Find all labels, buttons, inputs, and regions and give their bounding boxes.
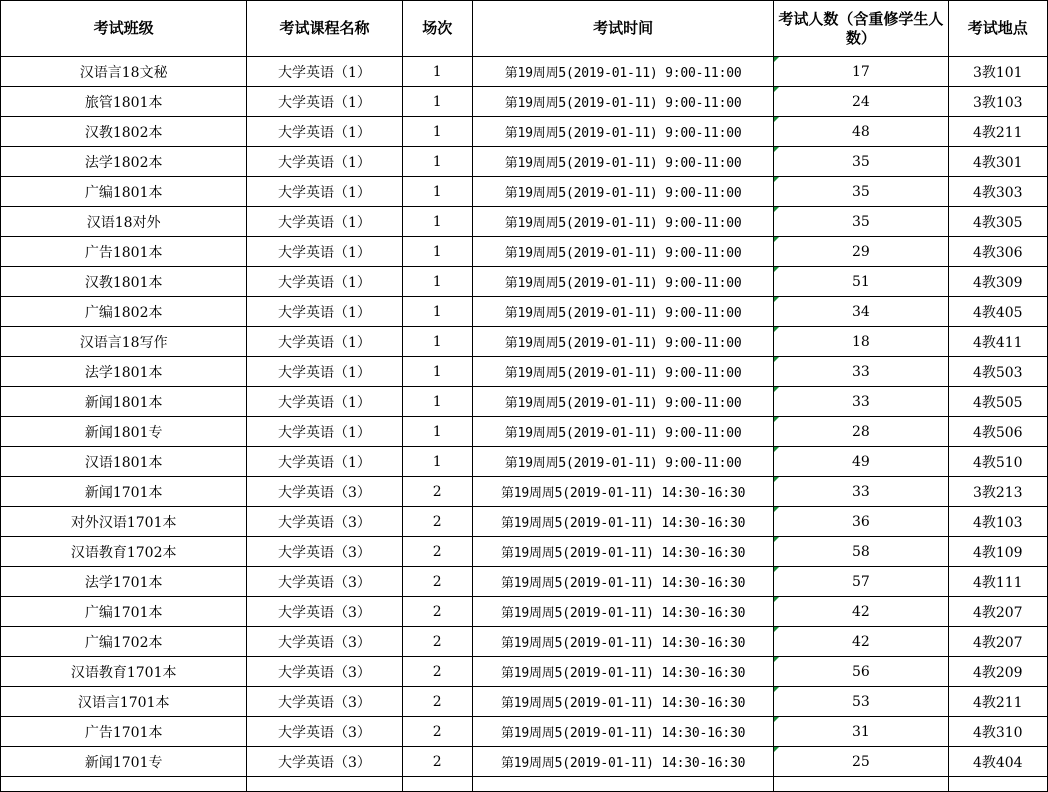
table-row — [1, 87, 1048, 117]
cell-course[interactable]: 大学英语（1） — [247, 87, 402, 117]
cell-time[interactable]: 第19周周5(2019-01-11) 14:30-16:30 — [472, 747, 773, 777]
table-row — [1, 177, 1048, 207]
cell-time[interactable]: 第19周周5(2019-01-11) 14:30-16:30 — [472, 597, 773, 627]
empty-cell[interactable] — [402, 777, 472, 792]
cell-count[interactable] — [774, 717, 948, 747]
comment-indicator-icon — [774, 567, 779, 572]
cell-class[interactable]: 汉教1802本 — [1, 117, 247, 147]
comment-indicator-icon — [774, 747, 779, 752]
comment-indicator-icon — [774, 477, 779, 482]
table-row — [1, 387, 1048, 417]
cell-session[interactable]: 1 — [402, 117, 472, 147]
cell-count-value: 35 — [851, 213, 870, 230]
header-class[interactable]: 考试班级 — [1, 1, 247, 57]
comment-indicator-icon — [774, 207, 779, 212]
cell-count-value: 24 — [851, 93, 870, 110]
table-row — [1, 117, 1048, 147]
table-row — [1, 417, 1048, 447]
cell-class[interactable]: 汉语教育1701本 — [1, 657, 247, 687]
cell-count-value: 33 — [851, 483, 870, 500]
comment-indicator-icon — [774, 597, 779, 602]
cell-count[interactable] — [774, 267, 948, 297]
cell-session[interactable]: 1 — [402, 147, 472, 177]
cell-count[interactable] — [774, 447, 948, 477]
cell-session[interactable]: 1 — [402, 357, 472, 387]
cell-count[interactable] — [774, 207, 948, 237]
comment-indicator-icon — [774, 717, 779, 722]
cell-session[interactable]: 1 — [402, 327, 472, 357]
comment-indicator-icon — [774, 687, 779, 692]
cell-count-value: 35 — [851, 153, 870, 170]
empty-cell[interactable] — [472, 777, 773, 792]
cell-session[interactable]: 1 — [402, 417, 472, 447]
cell-location[interactable]: 4教211 — [948, 687, 1047, 717]
cell-course[interactable]: 大学英语（1） — [247, 297, 402, 327]
cell-location[interactable]: 4教503 — [948, 357, 1047, 387]
comment-indicator-icon — [774, 507, 779, 512]
header-row — [1, 1, 1048, 57]
cell-time[interactable]: 第19周周5(2019-01-11) 14:30-16:30 — [472, 687, 773, 717]
header-course[interactable]: 考试课程名称 — [247, 1, 402, 57]
cell-count[interactable] — [774, 297, 948, 327]
cell-location[interactable]: 4教207 — [948, 627, 1047, 657]
cell-course[interactable]: 大学英语（1） — [247, 177, 402, 207]
cell-session[interactable]: 2 — [402, 717, 472, 747]
comment-indicator-icon — [774, 627, 779, 632]
cell-count-value: 29 — [851, 243, 870, 260]
cell-session[interactable]: 2 — [402, 627, 472, 657]
cell-class[interactable]: 汉语1801本 — [1, 447, 247, 477]
cell-class[interactable]: 广编1802本 — [1, 297, 247, 327]
cell-class[interactable]: 广告1801本 — [1, 237, 247, 267]
comment-indicator-icon — [774, 447, 779, 452]
cell-class[interactable]: 广编1801本 — [1, 177, 247, 207]
cell-count[interactable] — [774, 147, 948, 177]
cell-class[interactable]: 新闻1701本 — [1, 477, 247, 507]
cell-course[interactable]: 大学英语（1） — [247, 57, 402, 87]
cell-count[interactable] — [774, 507, 948, 537]
header-session[interactable]: 场次 — [402, 1, 472, 57]
cell-count[interactable] — [774, 597, 948, 627]
cell-count[interactable] — [774, 657, 948, 687]
cell-class[interactable]: 广编1701本 — [1, 597, 247, 627]
cell-location[interactable]: 4教111 — [948, 567, 1047, 597]
cell-count-value: 56 — [851, 663, 870, 680]
cell-course[interactable]: 大学英语（1） — [247, 117, 402, 147]
cell-count[interactable] — [774, 537, 948, 567]
cell-count[interactable] — [774, 387, 948, 417]
table-row — [1, 57, 1048, 87]
cell-time[interactable]: 第19周周5(2019-01-11) 9:00-11:00 — [472, 207, 773, 237]
cell-class[interactable]: 汉语教育1702本 — [1, 537, 247, 567]
cell-location[interactable]: 3教103 — [948, 87, 1047, 117]
cell-time[interactable]: 第19周周5(2019-01-11) 9:00-11:00 — [472, 237, 773, 267]
cell-time[interactable]: 第19周周5(2019-01-11) 14:30-16:30 — [472, 537, 773, 567]
cell-time[interactable]: 第19周周5(2019-01-11) 14:30-16:30 — [472, 567, 773, 597]
comment-indicator-icon — [774, 177, 779, 182]
cell-course[interactable]: 大学英语（3） — [247, 627, 402, 657]
table-row — [1, 477, 1048, 507]
cell-location[interactable]: 4教310 — [948, 717, 1047, 747]
cell-session[interactable]: 1 — [402, 87, 472, 117]
cell-class[interactable]: 广编1702本 — [1, 627, 247, 657]
cell-course[interactable]: 大学英语（1） — [247, 417, 402, 447]
cell-count-value: 36 — [851, 513, 870, 530]
cell-course[interactable]: 大学英语（1） — [247, 237, 402, 267]
cell-course[interactable]: 大学英语（3） — [247, 747, 402, 777]
table-row — [1, 237, 1048, 267]
cell-session[interactable]: 1 — [402, 207, 472, 237]
cell-class[interactable]: 对外汉语1701本 — [1, 507, 247, 537]
cell-course[interactable]: 大学英语（1） — [247, 207, 402, 237]
cell-count[interactable] — [774, 357, 948, 387]
cell-count[interactable] — [774, 237, 948, 267]
header-time[interactable]: 考试时间 — [472, 1, 773, 57]
cell-count[interactable] — [774, 57, 948, 87]
cell-count[interactable] — [774, 87, 948, 117]
cell-count[interactable] — [774, 477, 948, 507]
cell-time[interactable]: 第19周周5(2019-01-11) 14:30-16:30 — [472, 657, 773, 687]
cell-count-value: 53 — [851, 693, 870, 710]
cell-session[interactable]: 2 — [402, 567, 472, 597]
cell-class[interactable]: 旅管1801本 — [1, 87, 247, 117]
cell-location[interactable]: 4教305 — [948, 207, 1047, 237]
cell-count[interactable] — [774, 117, 948, 147]
comment-indicator-icon — [774, 117, 779, 122]
cell-time[interactable]: 第19周周5(2019-01-11) 9:00-11:00 — [472, 417, 773, 447]
table-row — [1, 297, 1048, 327]
cell-time[interactable]: 第19周周5(2019-01-11) 9:00-11:00 — [472, 57, 773, 87]
cell-class[interactable]: 法学1801本 — [1, 357, 247, 387]
cell-session[interactable]: 1 — [402, 237, 472, 267]
cell-time[interactable]: 第19周周5(2019-01-11) 9:00-11:00 — [472, 327, 773, 357]
cell-course[interactable]: 大学英语（3） — [247, 537, 402, 567]
comment-indicator-icon — [774, 87, 779, 92]
cell-count-value: 35 — [851, 183, 870, 200]
table-row — [1, 567, 1048, 597]
cell-count[interactable] — [774, 627, 948, 657]
cell-location[interactable]: 4教306 — [948, 237, 1047, 267]
cell-count-value: 58 — [851, 543, 870, 560]
cell-location[interactable]: 4教303 — [948, 177, 1047, 207]
cell-session[interactable]: 1 — [402, 387, 472, 417]
cell-course[interactable]: 大学英语（3） — [247, 507, 402, 537]
cell-session[interactable]: 1 — [402, 57, 472, 87]
table-row — [1, 597, 1048, 627]
cell-count-value: 33 — [851, 363, 870, 380]
cell-time[interactable]: 第19周周5(2019-01-11) 9:00-11:00 — [472, 87, 773, 117]
cell-location[interactable]: 4教405 — [948, 297, 1047, 327]
cell-time[interactable]: 第19周周5(2019-01-11) 9:00-11:00 — [472, 177, 773, 207]
cell-count-value: 57 — [851, 573, 870, 590]
cell-course[interactable]: 大学英语（1） — [247, 357, 402, 387]
cell-course[interactable]: 大学英语（3） — [247, 597, 402, 627]
empty-cell[interactable] — [948, 777, 1047, 792]
cell-course[interactable]: 大学英语（1） — [247, 387, 402, 417]
comment-indicator-icon — [774, 267, 779, 272]
cell-location[interactable]: 3教101 — [948, 57, 1047, 87]
cell-count-value: 17 — [851, 63, 870, 80]
cell-class[interactable]: 汉语言18写作 — [1, 327, 247, 357]
cell-class[interactable]: 法学1802本 — [1, 147, 247, 177]
cell-session[interactable]: 2 — [402, 507, 472, 537]
table-row — [1, 447, 1048, 477]
table-row — [1, 357, 1048, 387]
cell-time[interactable]: 第19周周5(2019-01-11) 9:00-11:00 — [472, 117, 773, 147]
comment-indicator-icon — [774, 537, 779, 542]
table-row — [1, 627, 1048, 657]
cell-count-value: 49 — [851, 453, 870, 470]
cell-course[interactable]: 大学英语（3） — [247, 477, 402, 507]
cell-count[interactable] — [774, 567, 948, 597]
empty-cell[interactable] — [247, 777, 402, 792]
table-row — [1, 657, 1048, 687]
cell-session[interactable]: 1 — [402, 447, 472, 477]
cell-count-value: 34 — [851, 303, 870, 320]
comment-indicator-icon — [774, 657, 779, 662]
cell-time[interactable]: 第19周周5(2019-01-11) 9:00-11:00 — [472, 447, 773, 477]
cell-location[interactable]: 4教109 — [948, 537, 1047, 567]
cell-location[interactable]: 4教301 — [948, 147, 1047, 177]
cell-class[interactable]: 汉语言18文秘 — [1, 57, 247, 87]
cell-count[interactable] — [774, 687, 948, 717]
cell-time[interactable]: 第19周周5(2019-01-11) 9:00-11:00 — [472, 357, 773, 387]
cell-class[interactable]: 汉语言1701本 — [1, 687, 247, 717]
cell-count-value: 31 — [851, 723, 870, 740]
cell-session[interactable]: 2 — [402, 477, 472, 507]
cell-session[interactable]: 2 — [402, 657, 472, 687]
cell-time[interactable]: 第19周周5(2019-01-11) 14:30-16:30 — [472, 627, 773, 657]
cell-count[interactable] — [774, 417, 948, 447]
cell-class[interactable]: 汉教1801本 — [1, 267, 247, 297]
cell-session[interactable]: 1 — [402, 297, 472, 327]
cell-location[interactable]: 4教211 — [948, 117, 1047, 147]
cell-count-value: 28 — [851, 423, 870, 440]
comment-indicator-icon — [774, 417, 779, 422]
cell-class[interactable]: 汉语18对外 — [1, 207, 247, 237]
cell-course[interactable]: 大学英语（1） — [247, 327, 402, 357]
cell-count-value: 33 — [851, 393, 870, 410]
cell-session[interactable]: 2 — [402, 687, 472, 717]
cell-class[interactable]: 法学1701本 — [1, 567, 247, 597]
cell-location[interactable]: 4教411 — [948, 327, 1047, 357]
header-location[interactable]: 考试地点 — [948, 1, 1047, 57]
cell-count-value: 25 — [851, 753, 870, 770]
header-count[interactable]: 考试人数（含重修学生人数） — [774, 1, 948, 57]
comment-indicator-icon — [774, 237, 779, 242]
comment-indicator-icon — [774, 297, 779, 302]
table-row — [1, 507, 1048, 537]
cell-location[interactable]: 4教103 — [948, 507, 1047, 537]
table-row — [1, 207, 1048, 237]
cell-course[interactable]: 大学英语（3） — [247, 717, 402, 747]
cell-class[interactable]: 广告1701本 — [1, 717, 247, 747]
cell-class[interactable]: 新闻1701专 — [1, 747, 247, 777]
cell-course[interactable]: 大学英语（3） — [247, 567, 402, 597]
cell-time[interactable]: 第19周周5(2019-01-11) 14:30-16:30 — [472, 507, 773, 537]
cell-session[interactable]: 1 — [402, 267, 472, 297]
cell-location[interactable]: 4教510 — [948, 447, 1047, 477]
cell-class[interactable]: 新闻1801本 — [1, 387, 247, 417]
cell-time[interactable]: 第19周周5(2019-01-11) 9:00-11:00 — [472, 267, 773, 297]
cell-count[interactable] — [774, 327, 948, 357]
cell-location[interactable]: 4教309 — [948, 267, 1047, 297]
cell-course[interactable]: 大学英语（3） — [247, 657, 402, 687]
cell-count-value: 42 — [851, 633, 870, 650]
empty-cell[interactable] — [1, 777, 247, 792]
cell-location[interactable]: 4教207 — [948, 597, 1047, 627]
cell-time[interactable]: 第19周周5(2019-01-11) 9:00-11:00 — [472, 147, 773, 177]
comment-indicator-icon — [774, 387, 779, 392]
cell-session[interactable]: 2 — [402, 747, 472, 777]
cell-count[interactable] — [774, 177, 948, 207]
cell-count[interactable] — [774, 747, 948, 777]
cell-location[interactable]: 3教213 — [948, 477, 1047, 507]
cell-time[interactable]: 第19周周5(2019-01-11) 9:00-11:00 — [472, 387, 773, 417]
comment-indicator-icon — [774, 57, 779, 62]
table-row — [1, 147, 1048, 177]
cell-course[interactable]: 大学英语（1） — [247, 147, 402, 177]
cell-count-value: 48 — [851, 123, 870, 140]
cell-session[interactable]: 1 — [402, 177, 472, 207]
cell-location[interactable]: 4教506 — [948, 417, 1047, 447]
cell-course[interactable]: 大学英语（1） — [247, 447, 402, 477]
table-row — [1, 267, 1048, 297]
cell-class[interactable]: 新闻1801专 — [1, 417, 247, 447]
table-row — [1, 747, 1048, 777]
cell-count-value: 18 — [851, 333, 870, 350]
empty-cell[interactable] — [774, 777, 948, 792]
cell-time[interactable]: 第19周周5(2019-01-11) 9:00-11:00 — [472, 297, 773, 327]
table-row — [1, 687, 1048, 717]
comment-indicator-icon — [774, 327, 779, 332]
cell-session[interactable]: 2 — [402, 597, 472, 627]
comment-indicator-icon — [774, 147, 779, 152]
cell-course[interactable]: 大学英语（1） — [247, 267, 402, 297]
cell-location[interactable]: 4教209 — [948, 657, 1047, 687]
table-row — [1, 717, 1048, 747]
cell-course[interactable]: 大学英语（3） — [247, 687, 402, 717]
cell-location[interactable]: 4教404 — [948, 747, 1047, 777]
table-row — [1, 537, 1048, 567]
cell-time[interactable]: 第19周周5(2019-01-11) 14:30-16:30 — [472, 477, 773, 507]
comment-indicator-icon — [774, 357, 779, 362]
table-row — [1, 327, 1048, 357]
cell-location[interactable]: 4教505 — [948, 387, 1047, 417]
cell-count-value: 42 — [851, 603, 870, 620]
cell-time[interactable]: 第19周周5(2019-01-11) 14:30-16:30 — [472, 717, 773, 747]
cell-count-value: 51 — [851, 273, 870, 290]
blank-row — [1, 777, 1048, 792]
cell-session[interactable]: 2 — [402, 537, 472, 567]
